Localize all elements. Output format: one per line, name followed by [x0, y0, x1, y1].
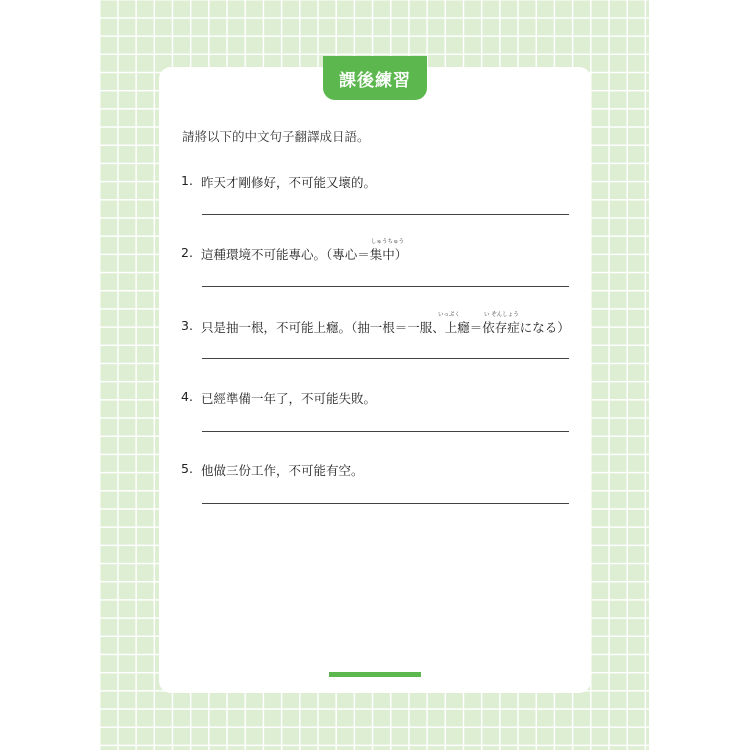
- footer-accent-bar: [329, 672, 421, 677]
- question-3-number: 3.: [181, 318, 193, 333]
- question-2-text: 這種環境不可能專心。（專心＝集中）: [201, 247, 408, 262]
- answer-line-5[interactable]: [202, 503, 569, 504]
- question-4-number: 4.: [181, 389, 193, 404]
- answer-line-1[interactable]: [202, 214, 569, 215]
- question-5-number: 5.: [181, 461, 193, 476]
- question-3-text: 只是抽一根，不可能上癮。（抽一根＝一服、上癮＝依存症になる）: [201, 320, 570, 335]
- exercise-card: [159, 67, 591, 693]
- question-5-text: 他做三份工作，不可能有空。: [201, 463, 364, 478]
- ruby-izonshou: い ぞんしょう: [484, 312, 519, 318]
- question-1-number: 1.: [181, 173, 193, 188]
- question-1-text: 昨天才剛修好，不可能又壞的。: [201, 175, 377, 190]
- instruction-text: 請將以下的中文句子翻譯成日語。: [182, 129, 370, 144]
- answer-line-2[interactable]: [202, 286, 569, 287]
- question-2-number: 2.: [181, 245, 193, 260]
- ruby-shuuchuu: しゅうちゅう: [371, 239, 405, 245]
- answer-line-3[interactable]: [202, 358, 569, 359]
- answer-line-4[interactable]: [202, 431, 569, 432]
- title-tab: [323, 56, 427, 100]
- page-title: 課後練習: [339, 70, 411, 91]
- question-4-text: 已經準備一年了，不可能失敗。: [201, 391, 377, 406]
- ruby-ippuku: いっぷく: [438, 312, 461, 318]
